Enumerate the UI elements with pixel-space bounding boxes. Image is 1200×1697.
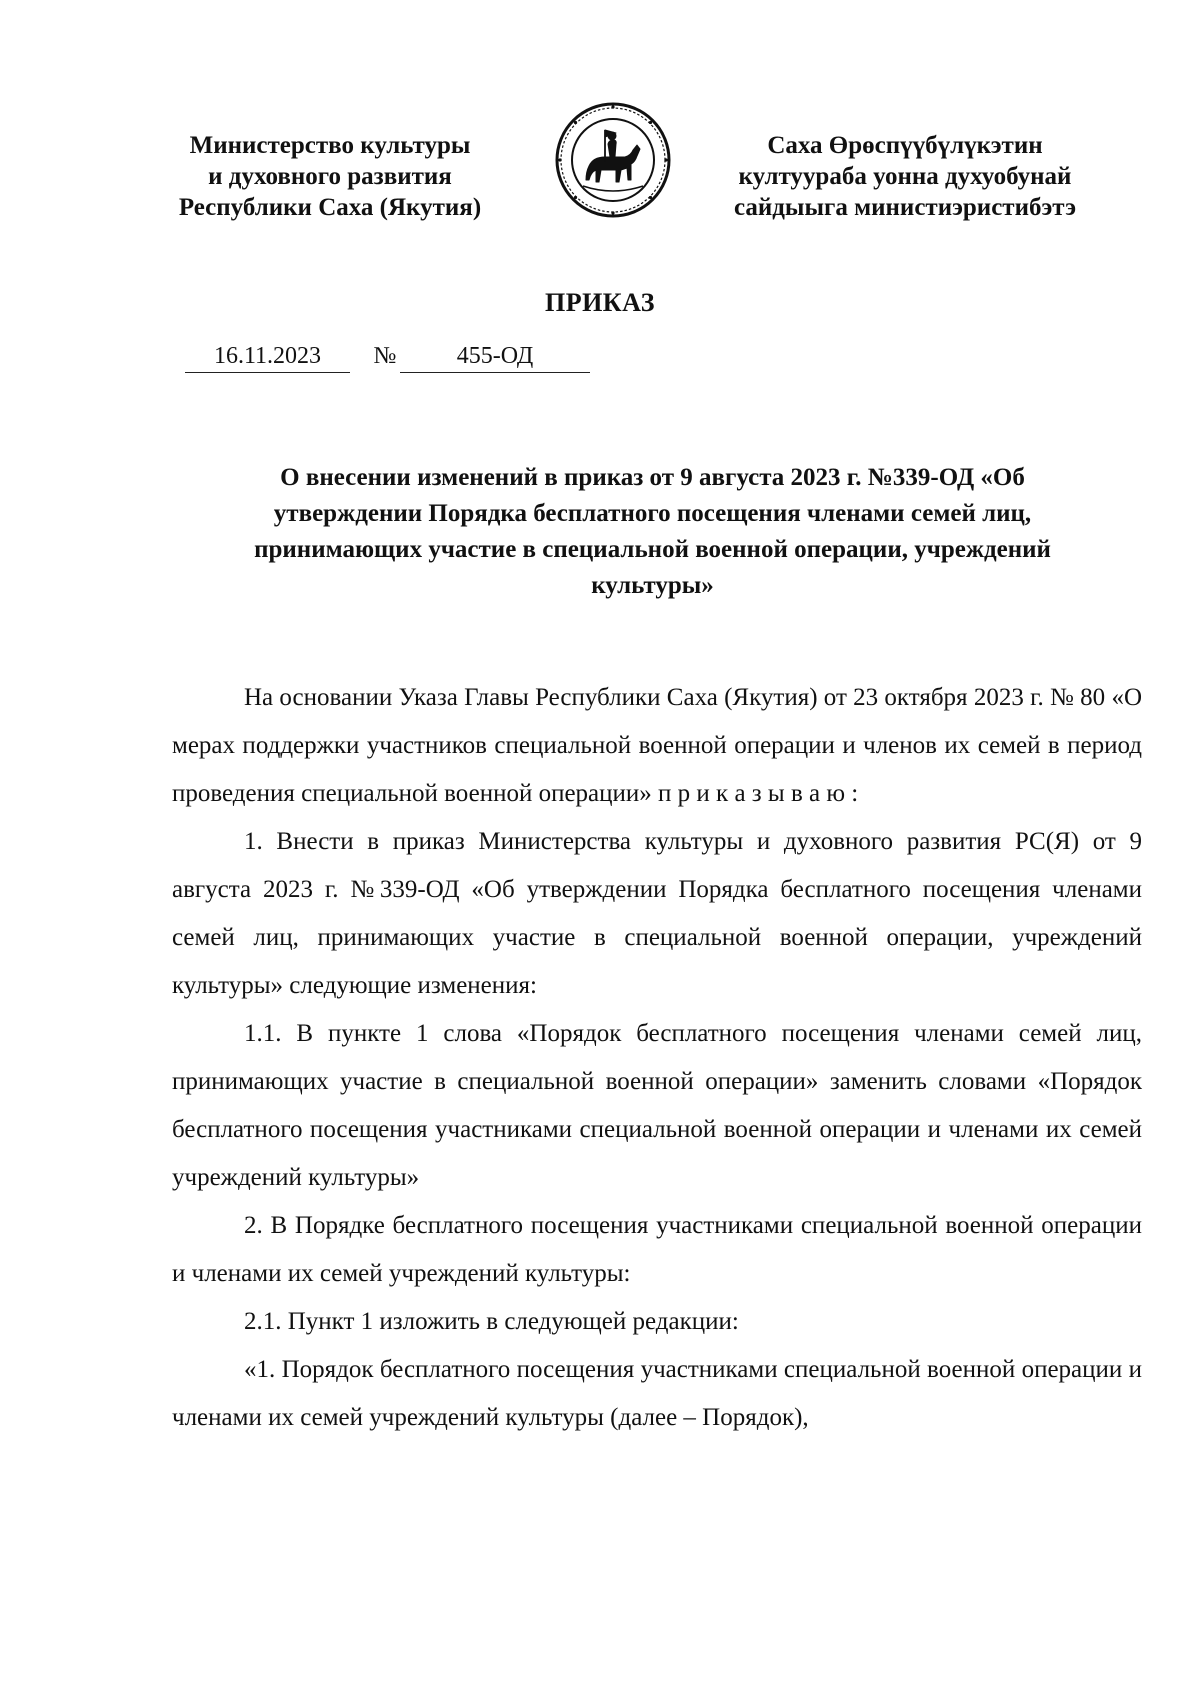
document-date: 16.11.2023 [185,340,350,373]
document-subject: О внесении изменений в приказ от 9 августа 2023 г. №339-ОД «Об утверждении Порядка бесплатного посещения членами семей лиц, принимающих участие в специальной военной операции, учреждений культуры» [254,464,1051,599]
number-sign: № [373,343,397,369]
ministry-name-line: Саха Өрөспүүбүлүкэтин [767,132,1043,159]
body-paragraph: 1. Внести в приказ Министерства культуры и духовного развития РС(Я) от 9 августа 2023 г. №339-ОД «Об утверждении Порядка бесплатного посещения членами семей лиц, принимающих участие в специальной военной операции, учреждений культуры» следующие изменения: [172,828,1142,999]
coat-of-arms-emblem-icon [553,100,673,220]
body-paragraph: 1.1. В пункте 1 слова «Порядок бесплатного посещения членами семей лиц, принимающих участие в специальной военной операции» заменить словами «Порядок бесплатного посещения участниками специальной военной операции и членами их семей учреждений культуры» [172,1020,1142,1191]
document-body [172,674,1142,1442]
body-paragraph: «1. Порядок бесплатного посещения участниками специальной военной операции и членами их семей учреждений культуры (далее – Порядок), [172,1356,1142,1431]
ministry-name-line: сайдыыга министиэристибэтэ [733,194,1077,221]
ministry-name-line: Республики Саха (Якутия) [178,194,482,221]
ministry-name-russian [165,130,495,223]
ministry-name-yakut [715,130,1095,223]
ministry-name-line: и духовного развития [208,163,452,190]
body-paragraph: 2. В Порядке бесплатного посещения участниками специальной военной операции и членами их семей учреждений культуры: [172,1212,1142,1287]
body-paragraph: 2.1. Пункт 1 изложить в следующей редакции: [244,1308,739,1335]
document-type-title: ПРИКАЗ [544,288,656,317]
ministry-name-line: култуураба уонна духуобунай [738,163,1072,190]
body-paragraph: На основании Указа Главы Республики Саха (Якутия) от 23 октября 2023 г. № 80 «О мерах поддержки участников специальной военной операции и членов их семей в период проведения специальной военной операции» п р и к а з ы в а ю : [172,684,1142,807]
ministry-name-line: Министерство культуры [189,132,471,159]
document-number: 455-ОД [400,340,590,373]
